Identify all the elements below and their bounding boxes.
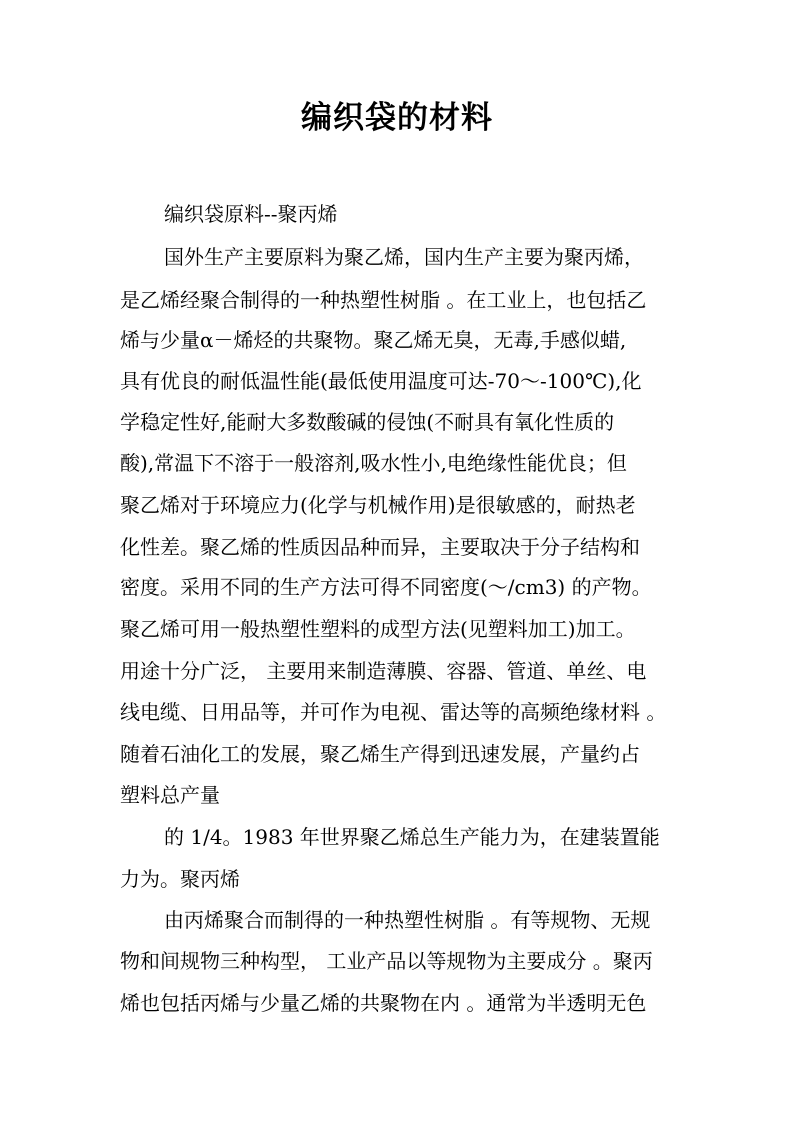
section-heading: 编织袋原料--聚丙烯 — [164, 202, 338, 226]
paragraph-line: 由丙烯聚合而制得的一种热塑性树脂 。有等规物、无规 — [164, 908, 651, 932]
paragraph-line: 塑料总产量 — [120, 783, 220, 807]
paragraph-line: 的 1/4。1983 年世界聚乙烯总生产能力为，在建装置能 — [164, 825, 660, 849]
document-title: 编织袋的材料 — [301, 100, 493, 136]
paragraph-line: 用途十分广泛， 主要用来制造薄膜、容器、管道、单丝、电 — [120, 659, 647, 683]
paragraph-line: 国外生产主要原料为聚乙烯，国内生产主要为聚丙烯， — [164, 245, 644, 269]
paragraph-line: 线电缆、日用品等，并可作为电视、雷达等的高频绝缘材料 。 — [120, 700, 667, 724]
paragraph-line: 密度。采用不同的生产方法可得不同密度(～/cm3) 的产物。 — [120, 575, 652, 599]
paragraph-line: 烯也包括丙烯与少量乙烯的共聚物在内 。通常为半透明无色 — [120, 991, 647, 1015]
paragraph-line: 酸),常温下不溶于一般溶剂,吸水性小,电绝缘性能优良；但 — [120, 451, 627, 475]
paragraph-line: 烯与少量α－烯烃的共聚物。聚乙烯无臭，无毒,手感似蜡, — [120, 328, 627, 352]
paragraph-line: 学稳定性好,能耐大多数酸碱的侵蚀(不耐具有氧化性质的 — [120, 410, 615, 434]
paragraph-line: 物和间规物三种构型， 工业产品以等规物为主要成分 。聚丙 — [120, 949, 653, 973]
paragraph-line: 聚乙烯对于环境应力(化学与机械作用)是很敏感的，耐热老 — [120, 493, 636, 517]
paragraph-line: 化性差。聚乙烯的性质因品种而异，主要取决于分子结构和 — [120, 535, 640, 559]
paragraph-line: 是乙烯经聚合制得的一种热塑性树脂 。在工业上，也包括乙 — [120, 288, 647, 312]
paragraph-line: 具有优良的耐低温性能(最低使用温度可达-70～-100℃),化 — [120, 369, 642, 393]
paragraph-line: 聚乙烯可用一般热塑性塑料的成型方法(见塑料加工)加工。 — [120, 617, 636, 641]
paragraph-line: 力为。聚丙烯 — [120, 867, 240, 891]
paragraph-line: 随着石油化工的发展，聚乙烯生产得到迅速发展，产量约占 — [120, 742, 640, 766]
